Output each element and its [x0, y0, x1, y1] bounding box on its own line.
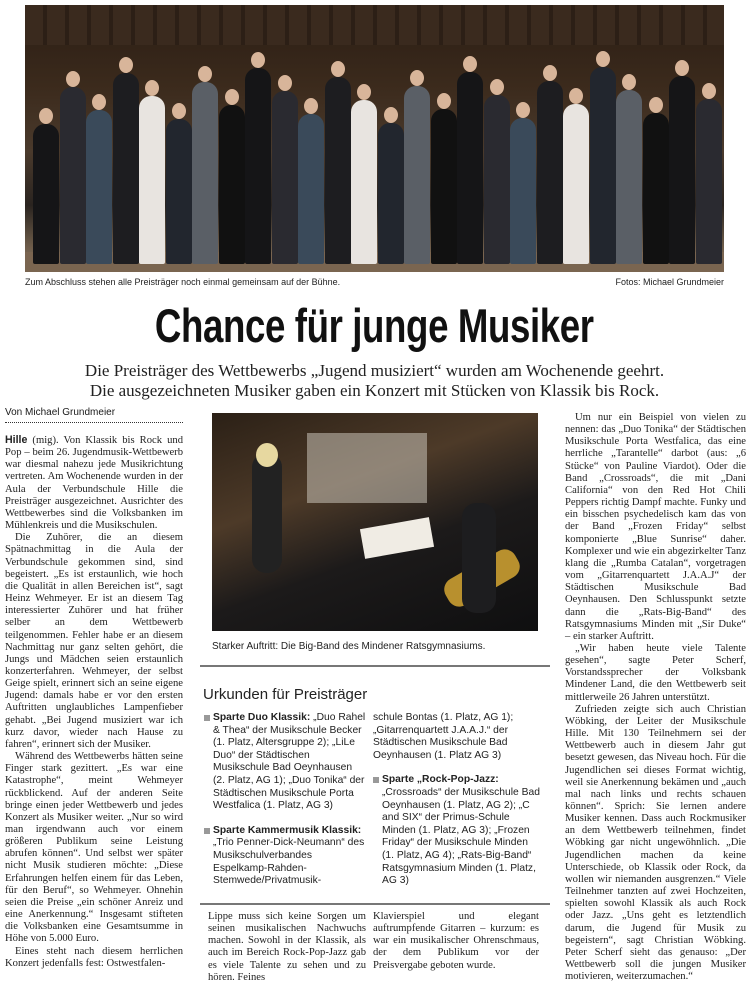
paragraph: Klavierspiel und elegant auftrumpfende Gitarren – kurzum: es war ein musikalischer Ohrenschmaus, der dem Publikum vor der Preisvergabe geboten wurde. [373, 911, 539, 971]
group-photo [25, 5, 724, 272]
award-item: Sparte Kammermusik Klassik: „Trio Penner-Dick-Neumann“ des Musikschulverbandes Espelkamp-Rahden-Stemwede/Privatmusik- [204, 825, 366, 888]
person-head [251, 52, 265, 68]
person-silhouette [219, 105, 245, 264]
group-photo-caption: Zum Abschluss stehen alle Preisträger noch einmal gemeinsam auf der Bühne. [25, 277, 341, 287]
person-head [410, 70, 424, 86]
person-head [596, 51, 610, 67]
byline: Von Michael Grundmeier [5, 407, 183, 423]
middle-bottom-right [373, 911, 539, 972]
infobox-bottom-rule [200, 903, 550, 905]
person-silhouette [643, 113, 669, 264]
person-head [225, 89, 239, 105]
infobox-top-rule [200, 665, 550, 667]
subheadline-2: Die ausgezeichneten Musiker gaben ein Konzert mit Stücken von Klassik bis Rock. [89, 381, 660, 400]
middle-bottom-left [208, 911, 366, 984]
paragraph: Eines steht nach diesem herrlichen Konzert jedenfalls fest: Ostwestfalen- [5, 945, 183, 969]
person-silhouette [166, 119, 192, 264]
person-head [463, 56, 477, 72]
infobox-left [204, 712, 366, 900]
bigband-photo [212, 413, 538, 631]
person-silhouette [60, 87, 86, 264]
person-silhouette [484, 95, 510, 264]
person-head [331, 61, 345, 77]
person-head [569, 88, 583, 104]
person-head [66, 71, 80, 87]
person-silhouette [298, 114, 324, 264]
person-head [198, 66, 212, 82]
award-item-continued: schule Bontas (1. Platz, AG 1); „Gitarrenquartett J.A.A.J.“ der Städtischen Musikschule Bad Oeynhausen (1. Platz AG 3) [373, 712, 514, 761]
left-column [5, 434, 183, 970]
person-head [39, 108, 53, 124]
paragraph: Um nur ein Beispiel von vielen zu nennen: das „Duo Tonika“ der Städtischen Musikschule Porta Westfalica, das eine herrliche „Tarantelle“ darbot (aus: „6 Stücke“ von Pauline Viardot). Oder die Band „Crossroads“, die mit „Dani California“ von den Red Hot Chili Peppers richtig Dampf machte. Funky und ein bisschen psychedelisch kam das von der Band „Frozen Friday“ selbst komponierte „Blue Sunrise“ daher. Komplexer und wie ein abgezirkelter Tanz klang die „Rumba Catalan“, vorgetragen vom „Gitarrenquartett J.A.A.J“ der Städtischen Musikschule Bad Oeynhausen. Den Schlusspunkt setzte dann die „Rats-Big-Band“ des Ratsgymnasiums Minden mit „Sir Duke“ – ein starker Auftritt. [565, 412, 746, 642]
person-silhouette [510, 118, 536, 264]
person-head [490, 79, 504, 95]
person-silhouette [696, 99, 722, 264]
person-head [119, 57, 133, 73]
person-head [437, 93, 451, 109]
person-head [172, 103, 186, 119]
person-head [516, 102, 530, 118]
person-head [145, 80, 159, 96]
bullet-square-icon [204, 715, 210, 721]
person-silhouette [113, 73, 139, 264]
person-silhouette [245, 68, 271, 264]
paragraph: Während des Wettbewerbs hätten seine Finger stark gezittert. „Es war eine Katastrophe“, meint Wehmeyer rückblickend. Auf der anderen Seite bringe einen jeder Wettbewerb und jedes Konzert als Musiker weiter. „Nur so wird man irgendwann auch vor einem größeren Publikum seine Leistung abrufen können“. Und selbst wer später nicht Musik studieren möchte: „Diese Erfahrungen helfen einem für das Leben, für den Beruf“, so Wehmeyer. Ohnehin seien die Preise „ein schöner Anreiz und eine Anerkennung.“ Insgesamt stifteten die Volksbanken eine Gesamtsumme in Höhe von 5.000 Euro. [5, 751, 183, 945]
bigband-caption: Starker Auftritt: Die Big-Band des Mindener Ratsgymnasiums. [212, 641, 486, 652]
person-head [649, 97, 663, 113]
person-silhouette [404, 86, 430, 264]
person-head [702, 83, 716, 99]
person-head [304, 98, 318, 114]
photo-credit: Fotos: Michael Grundmeier [615, 277, 724, 287]
person-silhouette [272, 91, 298, 264]
award-item: Sparte Duo Klassik: „Duo Rahel & Thea“ der Musikschule Becker (1. Platz, Altersgruppe 2); „LiLe Duo“ der Städtischen Musikschule Bad Oeynhausen (2. Platz, AG 1); „Duo Tonika“ der Städtischen Musikschule Porta Westfalica (1. Platz, AG 3) [204, 712, 366, 813]
person-head [278, 75, 292, 91]
right-column [565, 412, 746, 983]
paragraph: Lippe muss sich keine Sorgen um seinen musikalischen Nachwuchs machen. Sowohl in der Klassik, als auch im Bereich Rock-Pop-Jazz gab es viele Talente zu sehen und zu hören. Feines [208, 911, 366, 983]
person-silhouette [563, 104, 589, 264]
bullet-square-icon [204, 828, 210, 834]
bullet-square-icon [373, 777, 379, 783]
person-silhouette [431, 109, 457, 264]
person-head [357, 84, 371, 100]
person-silhouette [86, 110, 112, 264]
headline: Chance für junge Musiker [155, 299, 594, 352]
award-item: Sparte „Rock-Pop-Jazz: „Crossroads“ der Musikschule Bad Oeynhausen (1. Platz, AG 2); „C and SIX“ der Primus-Schule Minden (1. Platz, AG 3); „Frozen Friday“ der Musikschule Minden (1. Platz, AG 4); „Rats-Big-Band“ Ratsgymnasium Minden (1. Platz, AG 3) [373, 774, 541, 887]
dateline: Hille [5, 434, 28, 446]
person-head [384, 107, 398, 123]
person-silhouette [590, 67, 616, 264]
paragraph: Die Zuhörer, die an diesem Spätnachmittag in die Aula der Verbundschule gekommen sind, sind begeistert. „Es ist erstaunlich, wie hoch die Qualität in allen Bereichen ist“, sagt Heinz Wehmeyer. Er ist an diesem Tag interessierter Zuhörer und hat früher selber an dem Wettbewerb teilgenommen. Fehler habe er an diesem Nachmittag nur ganz selten gehört, die Jungs und Mädchen seien erstaunlich konzerterfahren. Wehmeyer, der selbst Geige spielt, erinnert sich an seine eigene Jugend: damals habe er vor den ersten Auftritten unglaubliches Lampenfieber gehabt. „Bei Jugend musiziert war ich kurz davor, wieder nach Hause zu fahren“, erinnert sich der Musiker. [5, 532, 183, 750]
person-head [622, 74, 636, 90]
person-silhouette [669, 76, 695, 264]
person-silhouette [537, 81, 563, 264]
person-head [675, 60, 689, 76]
person-silhouette [351, 100, 377, 264]
infobox-title: Urkunden für Preisträger [203, 686, 368, 703]
person-silhouette [139, 96, 165, 264]
person-silhouette [325, 77, 351, 264]
person-silhouette [378, 123, 404, 264]
person-silhouette [192, 82, 218, 264]
paragraph: Hille (mig). Von Klassik bis Rock und Pop – beim 26. Jugendmusik-Wettbewerb war diesmal nahezu jede Musikrichtung vertreten. Am Wochenende wurden in der Aula der Verbundschule Hille die Preisträger ausgezeichnet. Ausrichter des Wettbewerbes sind die Volksbanken im Mühlenkreis und die Musikschulen. [5, 434, 183, 532]
person-head [92, 94, 106, 110]
person-silhouette [616, 90, 642, 264]
paragraph: „Wir haben heute viele Talente gesehen“, sagte Peter Scherf, Vorstandssprecher der Volksbank Mindener Land, die den Wettbewerb seit mittlerweile 26 Jahren unterstützt. [565, 642, 746, 703]
paragraph: Zufrieden zeigte sich auch Christian Wöbking, der Leiter der Musikschule Hille. Mit 130 Teilnehmern sei der Wettbewerb auch in diesem Jahr gut besetzt gewesen, das Niveau hoch. Für die Jugendlichen sei dieses Format wichtig, weil sie Anerkennung bekämen und „auch mal nach links und rechts schauen können“. Sprich: Sie lernen andere Musiker kennen. Dass auch Rockmusiker an dem Wettbewerb teilnehmen, findet Wöbking gar nicht ungewöhnlich. „Die Jugendlichen machen da keine Unterschiede, ob Klassik oder Rock, da wollen wir niemanden ausgrenzen.“ Viele Teilnehmer tanzten auf zwei Hochzeiten, spielten sowohl Klassik als auch Rock oder Jazz. „Uns geht es letztendlich darum, die Jugend für Musik zu begeistern“, sagt Christian Wöbking. Peter Scherf sieht das genauso: „Der Wettbewerb soll die jungen Musiker motivieren, weiterzumachen.“ [565, 703, 746, 983]
infobox-right [373, 712, 541, 900]
person-silhouette [457, 72, 483, 264]
person-head [543, 65, 557, 81]
person-silhouette [33, 124, 59, 264]
subheadline-1: Die Preisträger des Wettbewerbs „Jugend musiziert“ wurden am Wochenende geehrt. [84, 361, 665, 380]
